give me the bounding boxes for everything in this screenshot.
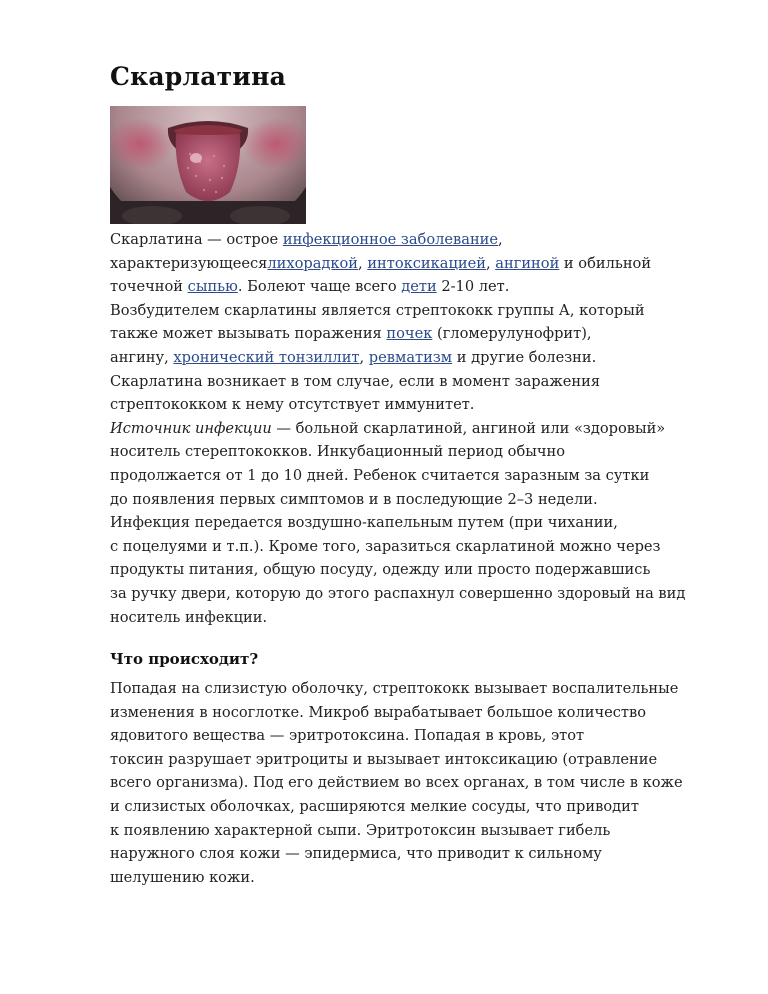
text-line: Возбудителем скарлатины является стрептококк группы А, который xyxy=(110,301,645,319)
text-span: — больной скарлатиной, ангиной или «здоровый» xyxy=(271,419,666,437)
text-line: и слизистых оболочках, расширяются мелкие сосуды, что приводит xyxy=(110,797,639,815)
text-span: , xyxy=(358,254,368,272)
section-paragraph xyxy=(110,677,730,889)
text-span: , xyxy=(359,348,369,366)
link-intoxication[interactable]: интоксикацией xyxy=(367,254,486,272)
text-span: , xyxy=(498,231,503,248)
text-span: , xyxy=(485,254,496,272)
text-line: за ручку двери, которую до этого распахнул совершенно здоровый на вид xyxy=(110,584,686,602)
text-line: шелушению кожи. xyxy=(110,868,255,886)
text-span: характеризующееся xyxy=(110,254,268,272)
text-span: . Болеют чаще всего xyxy=(237,278,402,296)
text-line xyxy=(110,417,730,441)
text-span: Скарлатина — острое xyxy=(110,231,283,248)
tongue-photo-image xyxy=(110,106,306,224)
page-title: Скарлатина xyxy=(110,62,286,91)
text-line: продукты питания, общую посуду, одежду или просто подержавшись xyxy=(110,561,651,579)
text-line: наружного слоя кожи — эпидермиса, что приводит к сильному xyxy=(110,845,602,863)
link-fever[interactable]: лихорадкой xyxy=(267,254,359,272)
text-span: 2-10 лет. xyxy=(436,278,510,296)
text-line xyxy=(110,228,730,252)
link-angina[interactable]: ангиной xyxy=(495,254,560,272)
text-line: к появлению характерной сыпи. Эритротоксин вызывает гибель xyxy=(110,821,611,839)
text-line: Инфекция передается воздушно-капельным путем (при чихании, xyxy=(110,514,618,532)
text-line: стрептококком к нему отсутствует иммунитет. xyxy=(110,396,475,414)
text-line: с поцелуями и т.п.). Кроме того, заразиться скарлатиной можно через xyxy=(110,537,661,555)
text-line xyxy=(110,275,730,299)
emphasis-source-of-infection: Источник инфекции xyxy=(110,419,272,437)
text-line: продолжается от 1 до 10 дней. Ребенок считается заразным за сутки xyxy=(110,466,650,484)
text-span: ангину, xyxy=(110,348,174,366)
link-chronic-tonsillitis[interactable]: хронический тонзиллит xyxy=(173,348,360,366)
text-line: носитель стерептококков. Инкубационный период обычно xyxy=(110,443,566,461)
text-line: до появления первых симптомов и в последующие 2–3 недели. xyxy=(110,490,598,508)
tongue-photo xyxy=(110,106,306,224)
section-heading: Что происходит? xyxy=(110,650,259,668)
text-line: Скарлатина возникает в том случае, если в момент заражения xyxy=(110,372,601,390)
text-line xyxy=(110,322,730,346)
text-line: носитель инфекции. xyxy=(110,608,268,626)
text-line: Попадая на слизистую оболочку, стрептококк вызывает воспалительные xyxy=(110,680,679,697)
text-span: точечной xyxy=(110,278,188,296)
text-line xyxy=(110,252,730,276)
text-span: и обильной xyxy=(559,254,652,272)
link-rash[interactable]: сыпью xyxy=(187,278,238,296)
text-span: и другие болезни. xyxy=(452,348,597,366)
text-span: (гломерулунофрит), xyxy=(432,325,592,343)
text-line: токсин разрушает эритроциты и вызывает интоксикацию (отравление xyxy=(110,750,658,768)
intro-paragraph xyxy=(110,228,730,629)
link-rheumatism[interactable]: ревматизм xyxy=(368,348,453,366)
text-line: всего организма). Под его действием во всех органах, в том числе в коже xyxy=(110,774,683,792)
link-kidneys[interactable]: почек xyxy=(386,325,433,343)
text-span: также может вызывать поражения xyxy=(110,325,387,343)
text-line: ядовитого вещества — эритротоксина. Попадая в кровь, этот xyxy=(110,727,585,745)
link-children[interactable]: дети xyxy=(401,278,437,296)
text-line: изменения в носоглотке. Микроб вырабатывает большое количество xyxy=(110,703,646,721)
link-infectious-disease[interactable]: инфекционное заболевание xyxy=(282,231,499,248)
text-line xyxy=(110,346,730,370)
